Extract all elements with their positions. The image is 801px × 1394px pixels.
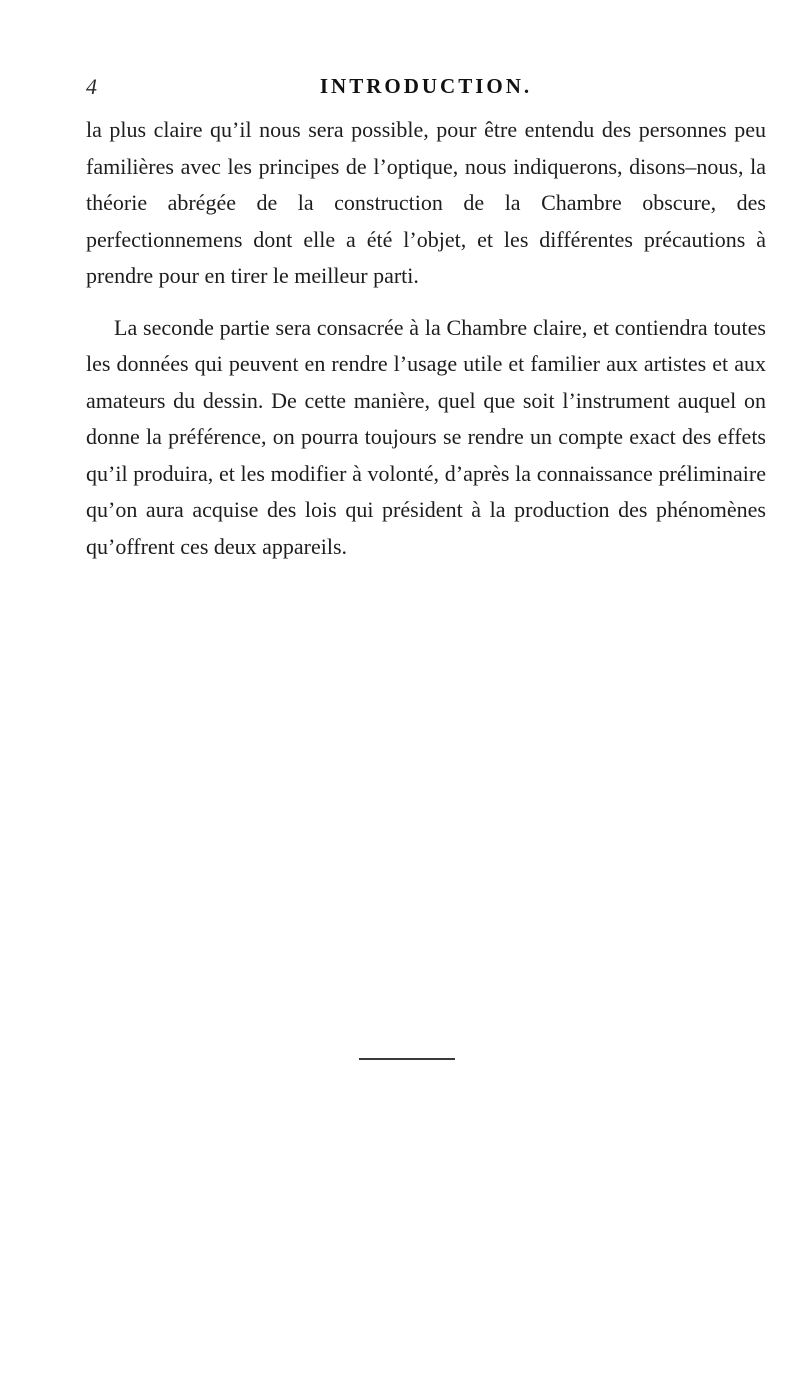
- running-title: INTRODUCTION.: [319, 74, 533, 98]
- paragraph-2: La seconde partie sera consacrée à la Chambre claire, et contiendra toutes les données qui peuvent en rendre l’usage utile et familier aux artistes et aux amateurs du dessin. De cette manière, quel que soit l’instrument auquel on donne la préférence, on pourra toujours se rendre un compte exact des effets qu’il produira, et les modifier à volonté, d’après la connaissance préliminaire qu’on aura acquise des lois qui président à la production des phénomènes qu’offrent ces deux appareils.: [86, 314, 766, 559]
- section-end-rule: [359, 1058, 455, 1060]
- paragraph-1: la plus claire qu’il nous sera possible, pour être entendu des personnes peu familières avec les principes de l’optique, nous indiquerons, disons–nous, la théorie abrégée de la construction de la Chambre obscure, des perfectionnemens dont elle a été l’objet, et les différentes précautions à prendre pour en tirer le meilleur parti.: [86, 117, 766, 288]
- body-text: [86, 112, 766, 565]
- page-number: 4: [86, 74, 97, 99]
- running-head: [86, 74, 766, 104]
